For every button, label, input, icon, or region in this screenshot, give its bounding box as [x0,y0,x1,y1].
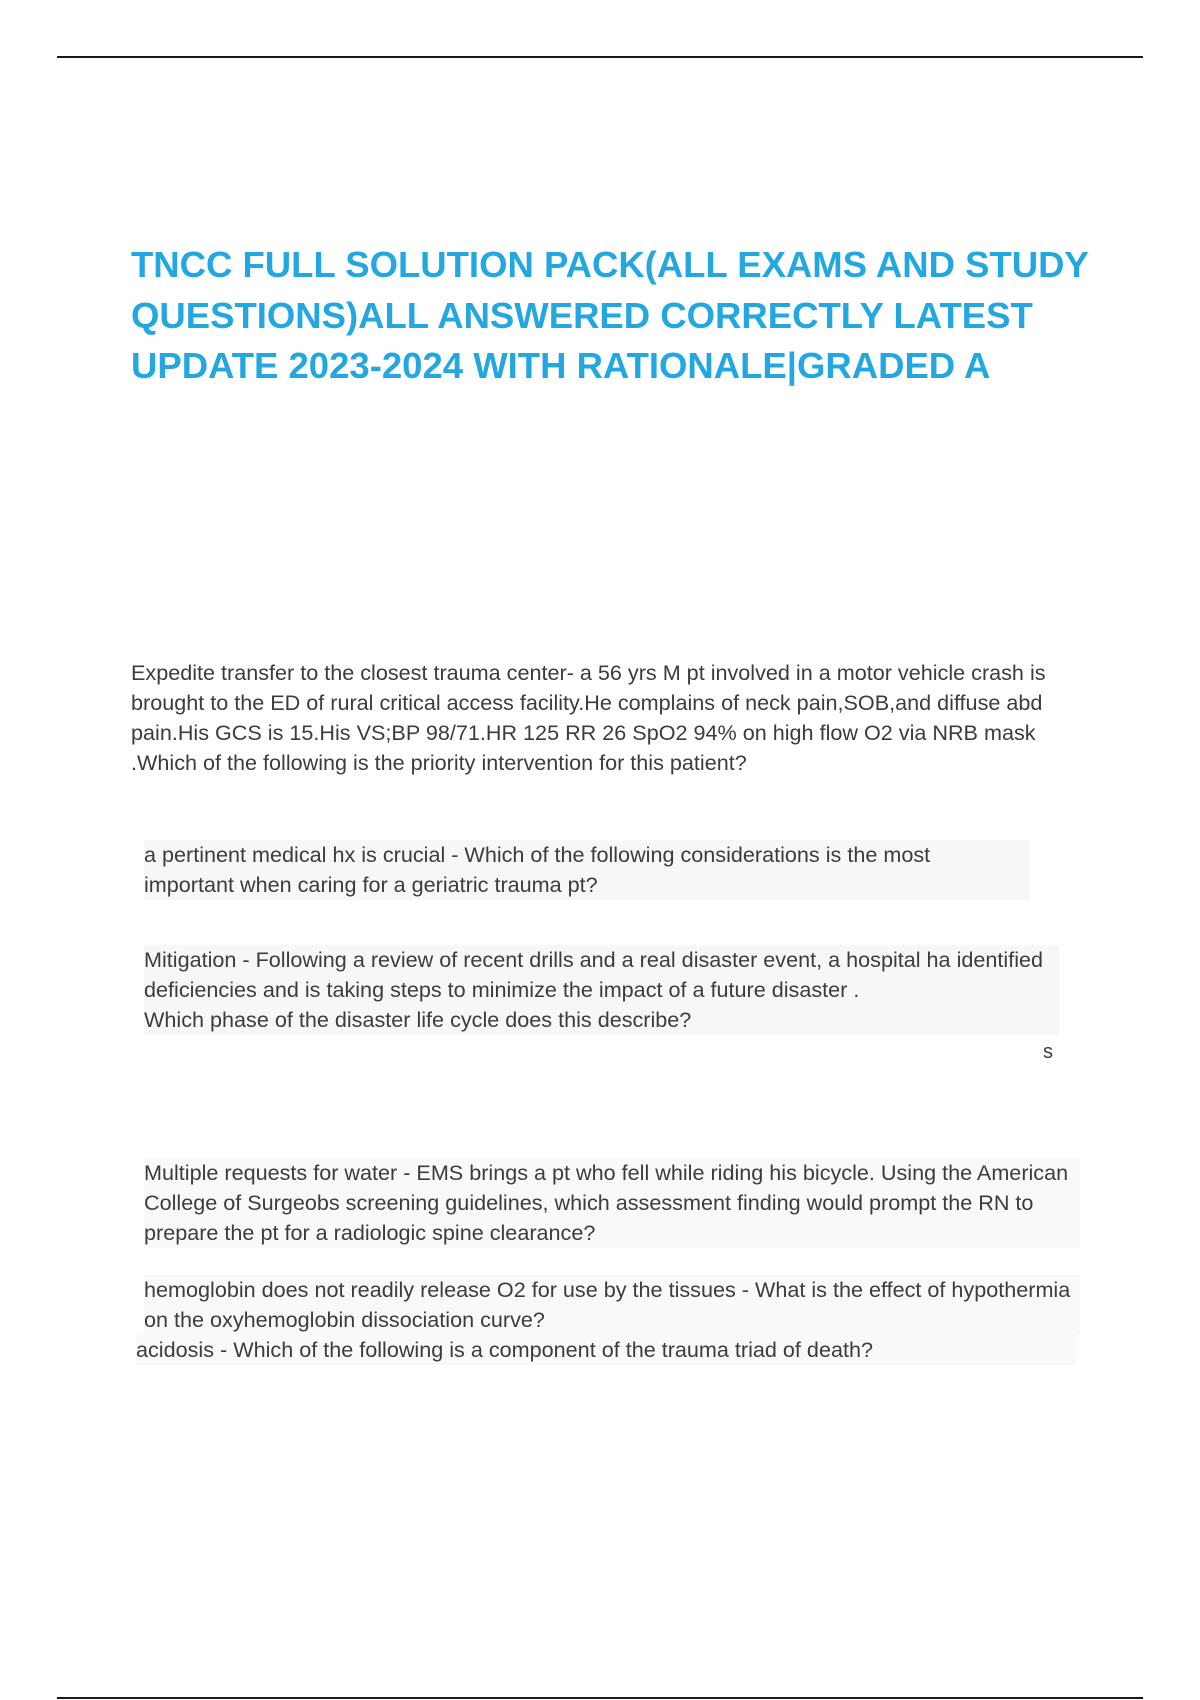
bottom-rule [57,1697,1143,1699]
qa-entry-text: Mitigation - Following a review of recent drills and a real disaster event, a hospital ha identified deficiencies and is taking steps to minimize the impact of a future disaster . [144,947,1044,1002]
qa-entry: Expedite transfer to the closest trauma center- a 56 yrs M pt involved in a motor vehicle crash is brought to the ED of rural critical access facility.He complains of neck pain,SOB,and diffuse abd pain.His GCS is 15.His VS;BP 98/71.HR 125 RR 26 SpO2 94% on high flow O2 via NRB mask .Which of the following is the priority intervention for this patient? [131,660,1046,775]
document-title: TNCC FULL SOLUTION PACK(ALL EXAMS AND STUDY QUESTIONS)ALL ANSWERED CORRECTLY LATEST UPDATE 2023-2024 WITH RATIONALE|GRADED A [131,244,1089,386]
top-rule [57,56,1143,58]
qa-entry: a pertinent medical hx is crucial - Which of the following considerations is the most important when caring for a geriatric trauma pt? [144,840,1030,900]
stray-character: s [1043,1041,1053,1063]
qa-entry [144,945,1059,1035]
qa-entry-text-end: Which phase of the disaster life cycle does this describe? [144,1005,691,1035]
qa-entry: acidosis - Which of the following is a component of the trauma triad of death? [136,1335,1076,1365]
qa-entry: Multiple requests for water - EMS brings a pt who fell while riding his bicycle. Using the American College of Surgeobs screening guidelines, which assessment finding would prompt the RN to prepare the pt for a radiologic spine clearance? [144,1158,1080,1248]
qa-entry: hemoglobin does not readily release O2 for use by the tissues - What is the effect of hypothermia on the oxyhemoglobin dissociation curve? [144,1275,1080,1335]
